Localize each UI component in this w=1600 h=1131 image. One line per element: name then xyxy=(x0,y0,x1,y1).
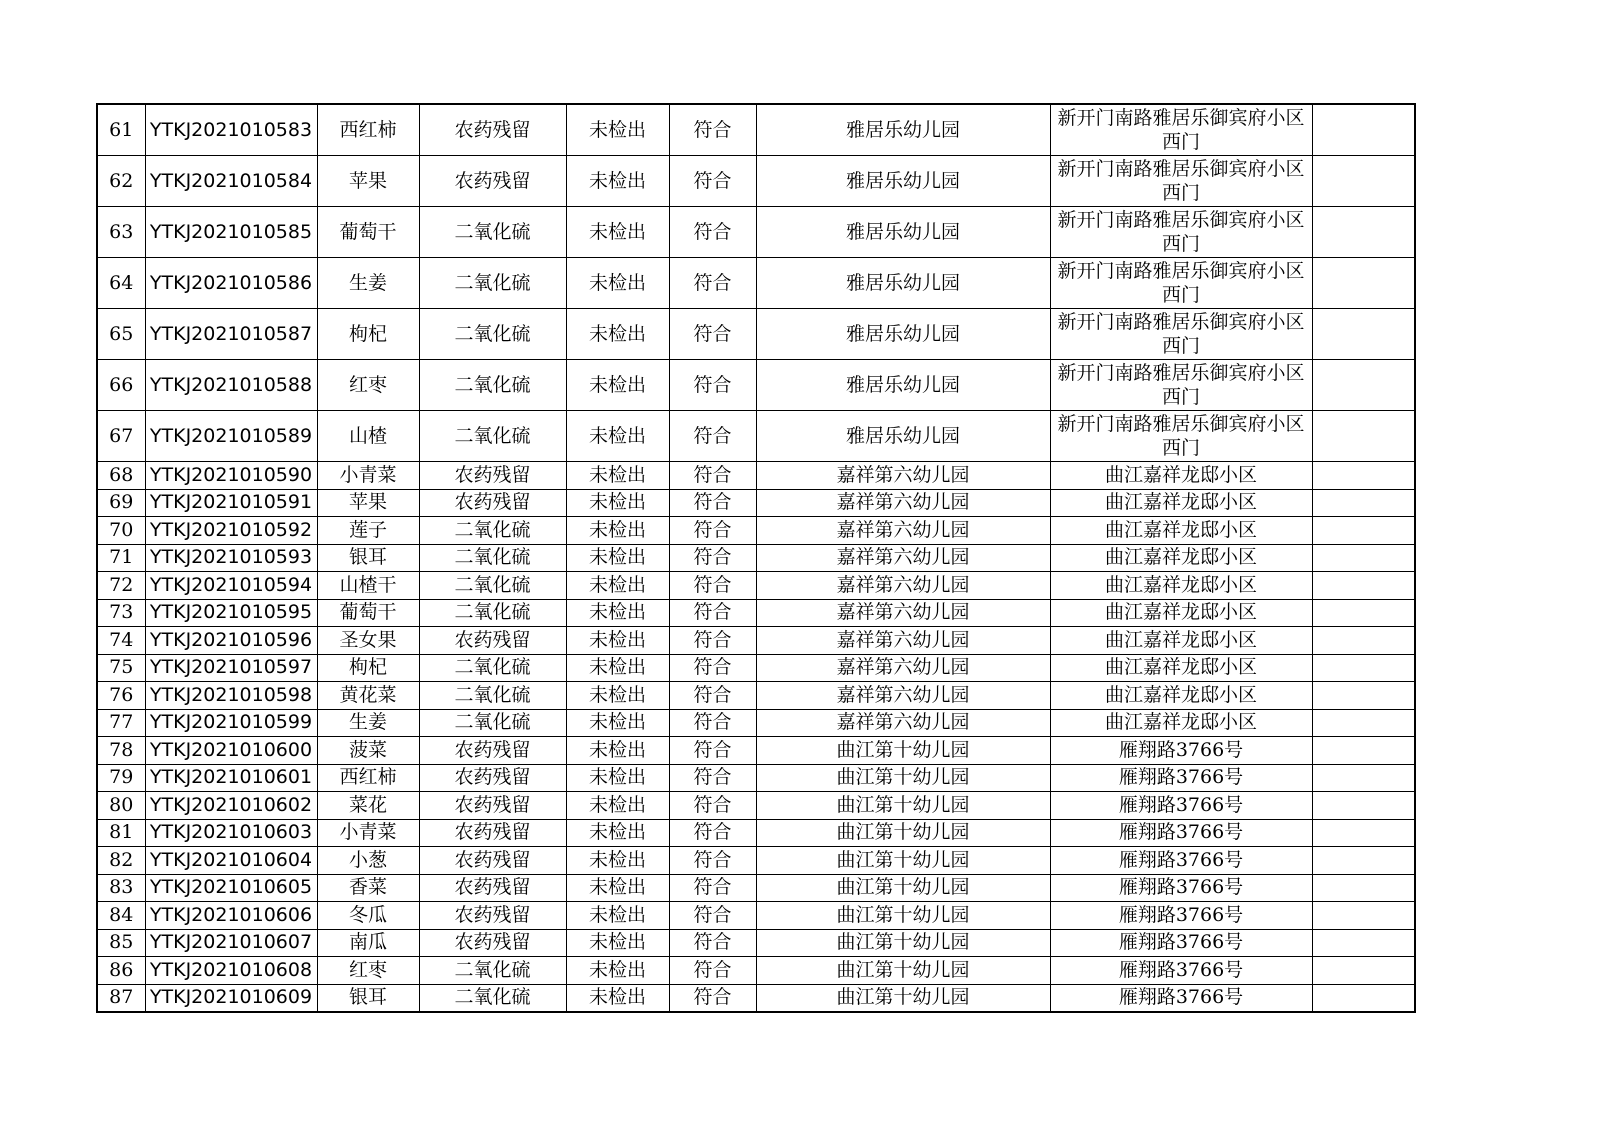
test-item-cell: 农药残留 xyxy=(419,929,566,957)
table-row xyxy=(97,902,1415,930)
sample-name-cell: 枸杞 xyxy=(317,309,419,360)
address-cell: 曲江嘉祥龙邸小区 xyxy=(1050,682,1312,710)
test-item-cell: 二氧化硫 xyxy=(419,544,566,572)
sample-name-cell: 葡萄干 xyxy=(317,599,419,627)
test-item-cell: 农药残留 xyxy=(419,819,566,847)
table-row xyxy=(97,764,1415,792)
table-row xyxy=(97,792,1415,820)
sample-code-cell: YTKJ2021010595 xyxy=(145,599,317,627)
judgement-cell: 符合 xyxy=(669,847,756,875)
remark-cell xyxy=(1312,104,1415,156)
sample-name-cell: 圣女果 xyxy=(317,627,419,655)
judgement-cell: 符合 xyxy=(669,764,756,792)
row-number-cell: 74 xyxy=(97,627,145,655)
address-cell: 雁翔路3766号 xyxy=(1050,902,1312,930)
sample-code-cell: YTKJ2021010589 xyxy=(145,411,317,462)
sampling-location-cell: 嘉祥第六幼儿园 xyxy=(756,599,1050,627)
row-number-cell: 83 xyxy=(97,874,145,902)
table-row xyxy=(97,957,1415,985)
test-item-cell: 二氧化硫 xyxy=(419,599,566,627)
remark-cell xyxy=(1312,984,1415,1012)
remark-cell xyxy=(1312,309,1415,360)
sample-name-cell: 银耳 xyxy=(317,544,419,572)
sampling-location-cell: 嘉祥第六幼儿园 xyxy=(756,682,1050,710)
row-number-cell: 84 xyxy=(97,902,145,930)
test-result-cell: 未检出 xyxy=(566,517,669,545)
sample-code-cell: YTKJ2021010587 xyxy=(145,309,317,360)
judgement-cell: 符合 xyxy=(669,737,756,765)
sampling-location-cell: 嘉祥第六幼儿园 xyxy=(756,517,1050,545)
row-number-cell: 81 xyxy=(97,819,145,847)
address-cell: 新开门南路雅居乐御宾府小区西门 xyxy=(1050,309,1312,360)
remark-cell xyxy=(1312,517,1415,545)
sample-name-cell: 红枣 xyxy=(317,360,419,411)
test-result-cell: 未检出 xyxy=(566,599,669,627)
row-number-cell: 67 xyxy=(97,411,145,462)
sample-code-cell: YTKJ2021010583 xyxy=(145,104,317,156)
judgement-cell: 符合 xyxy=(669,156,756,207)
judgement-cell: 符合 xyxy=(669,411,756,462)
test-item-cell: 二氧化硫 xyxy=(419,258,566,309)
row-number-cell: 65 xyxy=(97,309,145,360)
sample-code-cell: YTKJ2021010597 xyxy=(145,654,317,682)
address-cell: 雁翔路3766号 xyxy=(1050,929,1312,957)
row-number-cell: 69 xyxy=(97,489,145,517)
table-row xyxy=(97,709,1415,737)
judgement-cell: 符合 xyxy=(669,902,756,930)
judgement-cell: 符合 xyxy=(669,874,756,902)
sample-code-cell: YTKJ2021010596 xyxy=(145,627,317,655)
test-item-cell: 二氧化硫 xyxy=(419,957,566,985)
row-number-cell: 70 xyxy=(97,517,145,545)
sampling-location-cell: 嘉祥第六幼儿园 xyxy=(756,572,1050,600)
sample-code-cell: YTKJ2021010599 xyxy=(145,709,317,737)
test-result-cell: 未检出 xyxy=(566,627,669,655)
sampling-location-cell: 雅居乐幼儿园 xyxy=(756,156,1050,207)
remark-cell xyxy=(1312,874,1415,902)
judgement-cell: 符合 xyxy=(669,462,756,490)
test-item-cell: 农药残留 xyxy=(419,156,566,207)
sample-name-cell: 西红柿 xyxy=(317,764,419,792)
row-number-cell: 76 xyxy=(97,682,145,710)
test-item-cell: 二氧化硫 xyxy=(419,709,566,737)
judgement-cell: 符合 xyxy=(669,207,756,258)
row-number-cell: 78 xyxy=(97,737,145,765)
table-row xyxy=(97,599,1415,627)
sampling-location-cell: 嘉祥第六幼儿园 xyxy=(756,544,1050,572)
sample-name-cell: 小青菜 xyxy=(317,819,419,847)
sample-code-cell: YTKJ2021010609 xyxy=(145,984,317,1012)
sample-name-cell: 葡萄干 xyxy=(317,207,419,258)
sample-code-cell: YTKJ2021010607 xyxy=(145,929,317,957)
test-item-cell: 农药残留 xyxy=(419,847,566,875)
sample-name-cell: 生姜 xyxy=(317,709,419,737)
address-cell: 雁翔路3766号 xyxy=(1050,874,1312,902)
sample-name-cell: 枸杞 xyxy=(317,654,419,682)
sampling-location-cell: 嘉祥第六幼儿园 xyxy=(756,654,1050,682)
judgement-cell: 符合 xyxy=(669,957,756,985)
remark-cell xyxy=(1312,792,1415,820)
row-number-cell: 68 xyxy=(97,462,145,490)
table-row xyxy=(97,517,1415,545)
table-row xyxy=(97,411,1415,462)
test-result-cell: 未检出 xyxy=(566,309,669,360)
table-row xyxy=(97,627,1415,655)
judgement-cell: 符合 xyxy=(669,104,756,156)
row-number-cell: 86 xyxy=(97,957,145,985)
sampling-location-cell: 雅居乐幼儿园 xyxy=(756,309,1050,360)
sample-name-cell: 香菜 xyxy=(317,874,419,902)
test-result-cell: 未检出 xyxy=(566,360,669,411)
remark-cell xyxy=(1312,258,1415,309)
address-cell: 曲江嘉祥龙邸小区 xyxy=(1050,517,1312,545)
row-number-cell: 75 xyxy=(97,654,145,682)
judgement-cell: 符合 xyxy=(669,599,756,627)
test-item-cell: 农药残留 xyxy=(419,902,566,930)
remark-cell xyxy=(1312,957,1415,985)
sample-code-cell: YTKJ2021010584 xyxy=(145,156,317,207)
sample-code-cell: YTKJ2021010608 xyxy=(145,957,317,985)
remark-cell xyxy=(1312,682,1415,710)
address-cell: 雁翔路3766号 xyxy=(1050,984,1312,1012)
sampling-location-cell: 曲江第十幼儿园 xyxy=(756,819,1050,847)
test-item-cell: 二氧化硫 xyxy=(419,517,566,545)
row-number-cell: 72 xyxy=(97,572,145,600)
table-row xyxy=(97,847,1415,875)
remark-cell xyxy=(1312,599,1415,627)
test-result-cell: 未检出 xyxy=(566,709,669,737)
sampling-location-cell: 曲江第十幼儿园 xyxy=(756,902,1050,930)
judgement-cell: 符合 xyxy=(669,682,756,710)
judgement-cell: 符合 xyxy=(669,929,756,957)
remark-cell xyxy=(1312,764,1415,792)
sample-code-cell: YTKJ2021010603 xyxy=(145,819,317,847)
test-item-cell: 农药残留 xyxy=(419,737,566,765)
row-number-cell: 85 xyxy=(97,929,145,957)
address-cell: 曲江嘉祥龙邸小区 xyxy=(1050,627,1312,655)
test-result-cell: 未检出 xyxy=(566,104,669,156)
address-cell: 曲江嘉祥龙邸小区 xyxy=(1050,489,1312,517)
test-result-cell: 未检出 xyxy=(566,874,669,902)
address-cell: 新开门南路雅居乐御宾府小区西门 xyxy=(1050,156,1312,207)
address-cell: 新开门南路雅居乐御宾府小区西门 xyxy=(1050,207,1312,258)
judgement-cell: 符合 xyxy=(669,309,756,360)
test-item-cell: 农药残留 xyxy=(419,462,566,490)
sample-name-cell: 菠菜 xyxy=(317,737,419,765)
test-result-cell: 未检出 xyxy=(566,462,669,490)
sample-name-cell: 莲子 xyxy=(317,517,419,545)
remark-cell xyxy=(1312,654,1415,682)
test-result-cell: 未检出 xyxy=(566,207,669,258)
test-item-cell: 二氧化硫 xyxy=(419,984,566,1012)
test-item-cell: 二氧化硫 xyxy=(419,411,566,462)
address-cell: 雁翔路3766号 xyxy=(1050,819,1312,847)
remark-cell xyxy=(1312,627,1415,655)
sampling-location-cell: 曲江第十幼儿园 xyxy=(756,737,1050,765)
sample-name-cell: 银耳 xyxy=(317,984,419,1012)
test-result-cell: 未检出 xyxy=(566,984,669,1012)
sample-name-cell: 黄花菜 xyxy=(317,682,419,710)
row-number-cell: 64 xyxy=(97,258,145,309)
test-item-cell: 二氧化硫 xyxy=(419,207,566,258)
test-result-cell: 未检出 xyxy=(566,156,669,207)
sample-code-cell: YTKJ2021010604 xyxy=(145,847,317,875)
sampling-location-cell: 曲江第十幼儿园 xyxy=(756,929,1050,957)
row-number-cell: 62 xyxy=(97,156,145,207)
address-cell: 曲江嘉祥龙邸小区 xyxy=(1050,572,1312,600)
test-result-cell: 未检出 xyxy=(566,258,669,309)
row-number-cell: 71 xyxy=(97,544,145,572)
sampling-location-cell: 嘉祥第六幼儿园 xyxy=(756,709,1050,737)
table-row xyxy=(97,489,1415,517)
row-number-cell: 66 xyxy=(97,360,145,411)
remark-cell xyxy=(1312,902,1415,930)
address-cell: 新开门南路雅居乐御宾府小区西门 xyxy=(1050,411,1312,462)
judgement-cell: 符合 xyxy=(669,792,756,820)
test-result-cell: 未检出 xyxy=(566,847,669,875)
table-row xyxy=(97,156,1415,207)
sampling-location-cell: 嘉祥第六幼儿园 xyxy=(756,627,1050,655)
judgement-cell: 符合 xyxy=(669,709,756,737)
remark-cell xyxy=(1312,929,1415,957)
address-cell: 曲江嘉祥龙邸小区 xyxy=(1050,709,1312,737)
judgement-cell: 符合 xyxy=(669,627,756,655)
remark-cell xyxy=(1312,207,1415,258)
judgement-cell: 符合 xyxy=(669,819,756,847)
test-result-cell: 未检出 xyxy=(566,764,669,792)
table-row xyxy=(97,104,1415,156)
test-result-cell: 未检出 xyxy=(566,957,669,985)
sample-code-cell: YTKJ2021010606 xyxy=(145,902,317,930)
table-row xyxy=(97,258,1415,309)
remark-cell xyxy=(1312,847,1415,875)
table-row xyxy=(97,819,1415,847)
test-result-cell: 未检出 xyxy=(566,819,669,847)
judgement-cell: 符合 xyxy=(669,517,756,545)
judgement-cell: 符合 xyxy=(669,572,756,600)
judgement-cell: 符合 xyxy=(669,654,756,682)
sample-code-cell: YTKJ2021010600 xyxy=(145,737,317,765)
test-item-cell: 二氧化硫 xyxy=(419,654,566,682)
remark-cell xyxy=(1312,360,1415,411)
address-cell: 曲江嘉祥龙邸小区 xyxy=(1050,544,1312,572)
sampling-location-cell: 嘉祥第六幼儿园 xyxy=(756,462,1050,490)
test-item-cell: 农药残留 xyxy=(419,489,566,517)
remark-cell xyxy=(1312,572,1415,600)
address-cell: 雁翔路3766号 xyxy=(1050,792,1312,820)
sample-name-cell: 山楂 xyxy=(317,411,419,462)
sample-code-cell: YTKJ2021010588 xyxy=(145,360,317,411)
remark-cell xyxy=(1312,819,1415,847)
row-number-cell: 61 xyxy=(97,104,145,156)
table-row xyxy=(97,207,1415,258)
row-number-cell: 79 xyxy=(97,764,145,792)
sample-code-cell: YTKJ2021010602 xyxy=(145,792,317,820)
row-number-cell: 87 xyxy=(97,984,145,1012)
judgement-cell: 符合 xyxy=(669,258,756,309)
sampling-location-cell: 雅居乐幼儿园 xyxy=(756,258,1050,309)
remark-cell xyxy=(1312,709,1415,737)
sample-code-cell: YTKJ2021010585 xyxy=(145,207,317,258)
remark-cell xyxy=(1312,462,1415,490)
table-row xyxy=(97,874,1415,902)
row-number-cell: 80 xyxy=(97,792,145,820)
sample-name-cell: 红枣 xyxy=(317,957,419,985)
address-cell: 雁翔路3766号 xyxy=(1050,957,1312,985)
sample-name-cell: 小青菜 xyxy=(317,462,419,490)
test-result-cell: 未检出 xyxy=(566,929,669,957)
table-row xyxy=(97,309,1415,360)
sample-name-cell: 生姜 xyxy=(317,258,419,309)
address-cell: 新开门南路雅居乐御宾府小区西门 xyxy=(1050,104,1312,156)
sample-name-cell: 苹果 xyxy=(317,489,419,517)
sampling-location-cell: 曲江第十幼儿园 xyxy=(756,792,1050,820)
address-cell: 曲江嘉祥龙邸小区 xyxy=(1050,462,1312,490)
remark-cell xyxy=(1312,737,1415,765)
sample-name-cell: 小葱 xyxy=(317,847,419,875)
test-result-cell: 未检出 xyxy=(566,489,669,517)
judgement-cell: 符合 xyxy=(669,544,756,572)
table-row xyxy=(97,929,1415,957)
table-row xyxy=(97,682,1415,710)
address-cell: 雁翔路3766号 xyxy=(1050,764,1312,792)
sampling-location-cell: 雅居乐幼儿园 xyxy=(756,411,1050,462)
sample-code-cell: YTKJ2021010592 xyxy=(145,517,317,545)
sampling-location-cell: 雅居乐幼儿园 xyxy=(756,104,1050,156)
judgement-cell: 符合 xyxy=(669,984,756,1012)
table-row xyxy=(97,984,1415,1012)
test-result-cell: 未检出 xyxy=(566,654,669,682)
sampling-location-cell: 曲江第十幼儿园 xyxy=(756,764,1050,792)
address-cell: 新开门南路雅居乐御宾府小区西门 xyxy=(1050,258,1312,309)
table-row xyxy=(97,654,1415,682)
table-row xyxy=(97,737,1415,765)
test-item-cell: 农药残留 xyxy=(419,104,566,156)
sample-name-cell: 冬瓜 xyxy=(317,902,419,930)
sample-code-cell: YTKJ2021010601 xyxy=(145,764,317,792)
address-cell: 雁翔路3766号 xyxy=(1050,737,1312,765)
sample-code-cell: YTKJ2021010598 xyxy=(145,682,317,710)
row-number-cell: 82 xyxy=(97,847,145,875)
test-item-cell: 二氧化硫 xyxy=(419,682,566,710)
test-item-cell: 二氧化硫 xyxy=(419,572,566,600)
test-item-cell: 农药残留 xyxy=(419,874,566,902)
test-result-cell: 未检出 xyxy=(566,902,669,930)
test-result-cell: 未检出 xyxy=(566,411,669,462)
judgement-cell: 符合 xyxy=(669,489,756,517)
sample-name-cell: 南瓜 xyxy=(317,929,419,957)
test-result-cell: 未检出 xyxy=(566,792,669,820)
sampling-location-cell: 嘉祥第六幼儿园 xyxy=(756,489,1050,517)
test-result-cell: 未检出 xyxy=(566,572,669,600)
test-result-cell: 未检出 xyxy=(566,682,669,710)
test-result-cell: 未检出 xyxy=(566,544,669,572)
row-number-cell: 77 xyxy=(97,709,145,737)
sample-code-cell: YTKJ2021010593 xyxy=(145,544,317,572)
remark-cell xyxy=(1312,544,1415,572)
remark-cell xyxy=(1312,411,1415,462)
table-row xyxy=(97,544,1415,572)
test-item-cell: 农药残留 xyxy=(419,627,566,655)
table-body xyxy=(97,104,1415,1012)
address-cell: 雁翔路3766号 xyxy=(1050,847,1312,875)
sampling-location-cell: 曲江第十幼儿园 xyxy=(756,984,1050,1012)
table-row xyxy=(97,360,1415,411)
test-result-cell: 未检出 xyxy=(566,737,669,765)
sampling-location-cell: 雅居乐幼儿园 xyxy=(756,360,1050,411)
row-number-cell: 63 xyxy=(97,207,145,258)
sample-code-cell: YTKJ2021010594 xyxy=(145,572,317,600)
judgement-cell: 符合 xyxy=(669,360,756,411)
test-item-cell: 二氧化硫 xyxy=(419,360,566,411)
test-item-cell: 二氧化硫 xyxy=(419,309,566,360)
remark-cell xyxy=(1312,489,1415,517)
sampling-location-cell: 曲江第十幼儿园 xyxy=(756,957,1050,985)
address-cell: 新开门南路雅居乐御宾府小区西门 xyxy=(1050,360,1312,411)
table-row xyxy=(97,462,1415,490)
inspection-results-table xyxy=(96,103,1416,1013)
sample-name-cell: 西红柿 xyxy=(317,104,419,156)
sample-name-cell: 菜花 xyxy=(317,792,419,820)
table-row xyxy=(97,572,1415,600)
sampling-location-cell: 曲江第十幼儿园 xyxy=(756,847,1050,875)
sample-code-cell: YTKJ2021010586 xyxy=(145,258,317,309)
sampling-location-cell: 曲江第十幼儿园 xyxy=(756,874,1050,902)
remark-cell xyxy=(1312,156,1415,207)
sample-code-cell: YTKJ2021010591 xyxy=(145,489,317,517)
row-number-cell: 73 xyxy=(97,599,145,627)
test-item-cell: 农药残留 xyxy=(419,764,566,792)
sample-name-cell: 苹果 xyxy=(317,156,419,207)
address-cell: 曲江嘉祥龙邸小区 xyxy=(1050,654,1312,682)
address-cell: 曲江嘉祥龙邸小区 xyxy=(1050,599,1312,627)
sample-code-cell: YTKJ2021010605 xyxy=(145,874,317,902)
sampling-location-cell: 雅居乐幼儿园 xyxy=(756,207,1050,258)
test-item-cell: 农药残留 xyxy=(419,792,566,820)
sample-name-cell: 山楂干 xyxy=(317,572,419,600)
sample-code-cell: YTKJ2021010590 xyxy=(145,462,317,490)
